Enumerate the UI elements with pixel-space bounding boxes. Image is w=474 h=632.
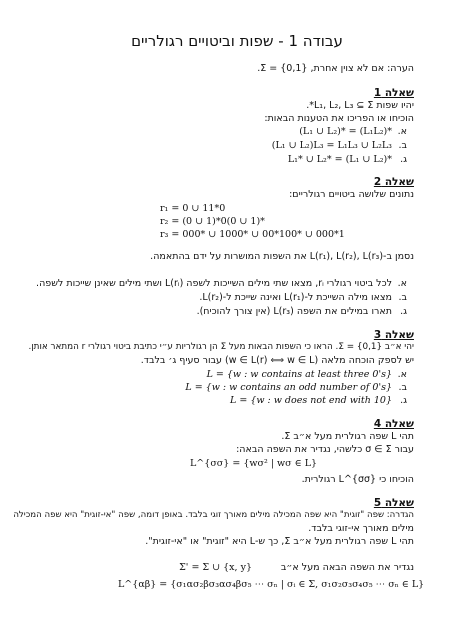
q3-item-mark: ב. [398, 382, 407, 393]
q1-heading: שאלה 1 [373, 87, 414, 99]
q2-item-mark: א. [397, 278, 407, 289]
q4-math: L^{σσ} = {wσ² | wσ ∈ L} [190, 458, 318, 469]
q3-line2: יש לספק הוכחה מלאה (w ∈ L(r) ⟺ w ∈ L) עבור סעיף ג׳ בלבד. [140, 355, 414, 366]
q1-item-mark: ג. [400, 154, 407, 165]
q1-prove: הוכיחו או הפריכו את הטענות הבאות: [264, 113, 414, 124]
q5-line3: תהי L שפה רגולרית מעל א״ב Σ, כך ש-L היא "זוגית" או "אי-זוגית". [145, 536, 414, 547]
q3-item-math: L = {w : w contains an odd number of 0's} [185, 382, 392, 393]
q3-heading: שאלה 3 [373, 329, 414, 341]
page-title: עבודה 1 - שפות וביטויים רגולריים [131, 32, 343, 50]
q1-item-mark: ב. [398, 140, 407, 151]
q2-item-mark: ג. [400, 306, 407, 317]
q2-item-text: תארו במילים את השפה L(r₃) (אין צורך להוכיח). [196, 306, 392, 317]
q5-sigma: Σ' = Σ ∪ {x, y} [179, 562, 252, 573]
q2-expr: r₁ = 0 ∪ 11*0 [160, 203, 226, 214]
note: הערה: אם לא צוין אחרת, Σ = {0,1}. [257, 63, 414, 74]
q2-expr: r₂ = (0 ∪ 1)*0(0 ∪ 1)* [160, 216, 265, 227]
q5-line1: הגדרה: שפה "זוגית" היא שפה המכילה מילים מאורך זוגי בלבד. באופן דומה, שפה "אי-זוגית" היא שפה המכילה [13, 510, 414, 520]
q5-line2: מילים מאורך אי-זוגי בלבד. [308, 523, 414, 534]
q5-math: L^{αβ} = {σ₁ασ₂βσ₃ασ₄βσ₅ ⋯ σₙ | σᵢ ∈ Σ, σ₁σ₂σ₃σ₄σ₅ ⋯ σₙ ∈ L} [118, 579, 425, 590]
q1-item-mark: א. [397, 126, 407, 137]
q1-item-math: (L₁ ∪ L₂)* = (L₁L₂)* [299, 126, 392, 137]
q4-heading: שאלה 4 [373, 418, 414, 430]
q3-item-math: L = {w : w does not end with 10} [230, 395, 392, 406]
q2-expr: r₃ = 000* ∪ 1000* ∪ 00*100* ∪ 000*1 [160, 229, 345, 240]
q2-heading: שאלה 2 [373, 176, 414, 188]
q3-line1: יהי א״ב Σ = {0,1}. הראו כי השפות הבאות מעל Σ הן רגולריות ע״י כתיבת ביטוי רגולרי r המתאר אותן. [28, 342, 414, 352]
q2-item-text: מצאו מילה השייכת ל-L(r₁) ואינה שייכת ל-L(r₂). [199, 292, 392, 303]
q4-line1: תהי L שפה רגולרית מעל א״ב Σ. [281, 431, 414, 442]
q4-prove: הוכיחו כי L^{σσ} רגולרית. [301, 474, 414, 485]
q1-item-math: (L₁ ∪ L₂)L₃ = L₁L₃ ∪ L₂L₃ [271, 140, 392, 151]
q1-intro: יהיו שפות L₁, L₂, L₃ ⊆ Σ*. [306, 100, 414, 111]
q2-item-mark: ב. [398, 292, 407, 303]
q5-sigma-text: נגדיר את השפה הבאה מעל א״ב [280, 562, 414, 573]
q1-item-math: L₁* ∪ L₂* = (L₁ ∪ L₂)* [287, 154, 392, 165]
q2-denote: נסמן ב-L(r₁), L(r₂), L(r₃) את השפות המושרות על ידם בהתאמה. [150, 251, 414, 262]
q4-line2: עבור σ ∈ Σ כלשהי, נגדיר את השפה הבאה: [236, 444, 414, 455]
q3-item-mark: א. [397, 369, 407, 380]
q5-heading: שאלה 5 [373, 497, 414, 509]
q3-item-math: L = {w : w contains at least three 0's} [206, 369, 392, 380]
q3-item-mark: ג. [400, 395, 407, 406]
q2-item-text: לכל ביטוי רגולרי rᵢ, מצאו שתי מילים השייכות לשפה L(rᵢ) ושתי מילים שאינן שייכות לשפה. [36, 278, 392, 289]
q2-intro: נתונים שלושה ביטויים רגולריים: [289, 189, 414, 200]
